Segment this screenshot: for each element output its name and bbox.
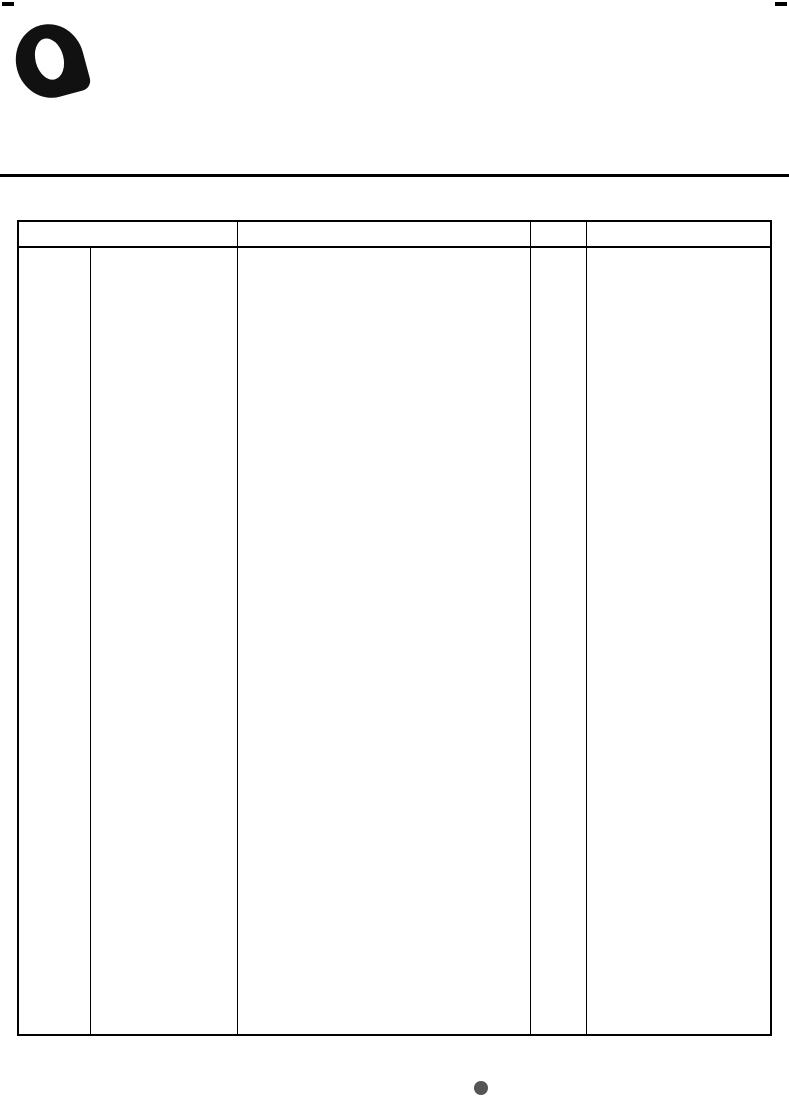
itinerary-table [17,220,772,1036]
ad-label-right [775,2,787,6]
divider [586,222,587,1034]
divider [0,174,789,177]
logo-swoosh-icon [8,16,93,105]
company-logo [10,20,242,120]
header [10,20,779,160]
ad-label-left [2,2,14,6]
table-header [19,222,770,248]
page-footer [470,1080,492,1095]
divider [237,222,238,1034]
side-category-label [19,248,91,1034]
divider [530,222,531,1034]
globe-icon [474,1081,488,1095]
